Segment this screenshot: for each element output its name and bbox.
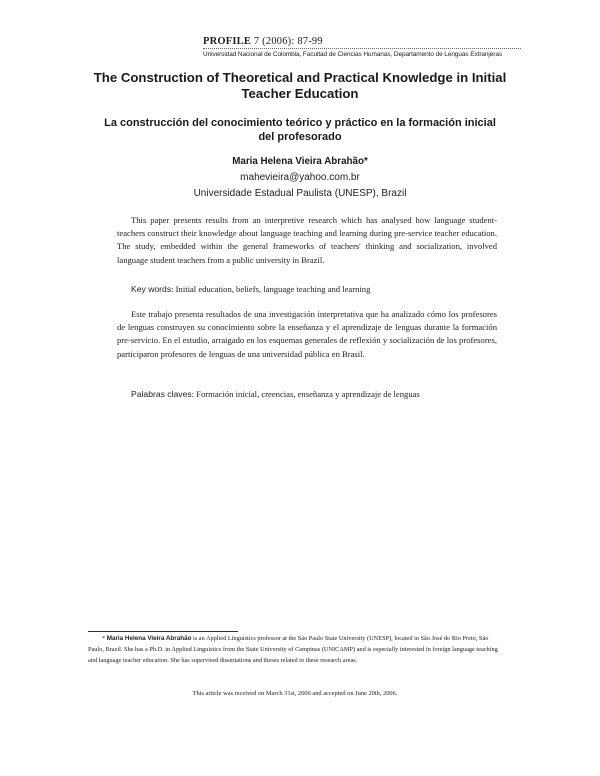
keywords-english-text: : Initial education, beliefs, language teaching and learning — [171, 284, 371, 294]
footnote — [88, 633, 502, 667]
footnote-text: is an Applied Linguistics professor at the São Paulo State University (UNESP), located in São José do Rio Preto, São Paulo, Brazil. She has a Ph.D. in Applied Linguistics from the State University of Campinas (UNICAMP) and is especially interested in foreign language teaching and language teacher education. She has supervised dissertations and theses related to these research areas. — [88, 635, 498, 665]
author-name: Maria Helena Vieira Abrahão* — [232, 156, 368, 167]
keywords-spanish-text: : Formación inicial, creencias, enseñanza y aprendizaje de lenguas — [191, 389, 420, 399]
title-spanish: La construcción del conocimiento teórico y práctico en la formación inicial del profesorado — [104, 117, 496, 143]
abstract-english — [117, 214, 497, 267]
running-header — [203, 36, 533, 58]
footnote-author: Maria Helena Vieira Abrahão — [106, 635, 192, 642]
abstract-spanish-text: Este trabajo presenta resultados de una investigación interpretativa que ha analizado cómo los profesores de lenguas construyen su conocimiento sobre la enseñanza y el aprendizaje de lenguas durante la formación pre-servicio. En el estudio, arraigado en los esquemas generales de reflexión y socialización de los profesores, participaron profesores de lenguas de una universidad pública en Brasil. — [117, 309, 497, 359]
author-institution: Universidade Estadual Paulista (UNESP), Brazil — [193, 188, 407, 199]
abstract-spanish — [117, 308, 497, 361]
keywords-english-label: Key words — [131, 284, 172, 294]
journal-citation — [203, 36, 533, 47]
footnote-marker: * — [102, 635, 106, 642]
keywords-spanish-label: Palabras claves — [131, 389, 192, 399]
abstract-english-text: This paper presents results from an interpretive research which has analysed how language student-teachers construct their knowledge about language teaching and learning during pre-service teacher education. The study, embedded within the general frameworks of teachers' thinking and socialization, involved language student teachers from a public university in Brazil. — [117, 215, 497, 265]
keywords-spanish — [131, 388, 497, 401]
keywords-english — [131, 283, 497, 296]
author-email: mahevieira@yahoo.com.br — [240, 172, 360, 183]
journal-name: PROFILE — [203, 36, 252, 47]
journal-affiliation: Universidad Nacional de Colombia, Facultad de Ciencias Humanas, Departamento de Lenguas Extranjeras — [203, 51, 503, 58]
title-english: The Construction of Theoretical and Practical Knowledge in Initial Teacher Education — [93, 70, 507, 101]
header-dotted-rule — [203, 48, 521, 49]
journal-issue: 7 (2006): 87-99 — [253, 36, 323, 47]
received-note: This article was received on March 31st, 2006 and accepted on June 20th, 2006. — [192, 690, 398, 697]
footnote-rule — [88, 631, 238, 632]
